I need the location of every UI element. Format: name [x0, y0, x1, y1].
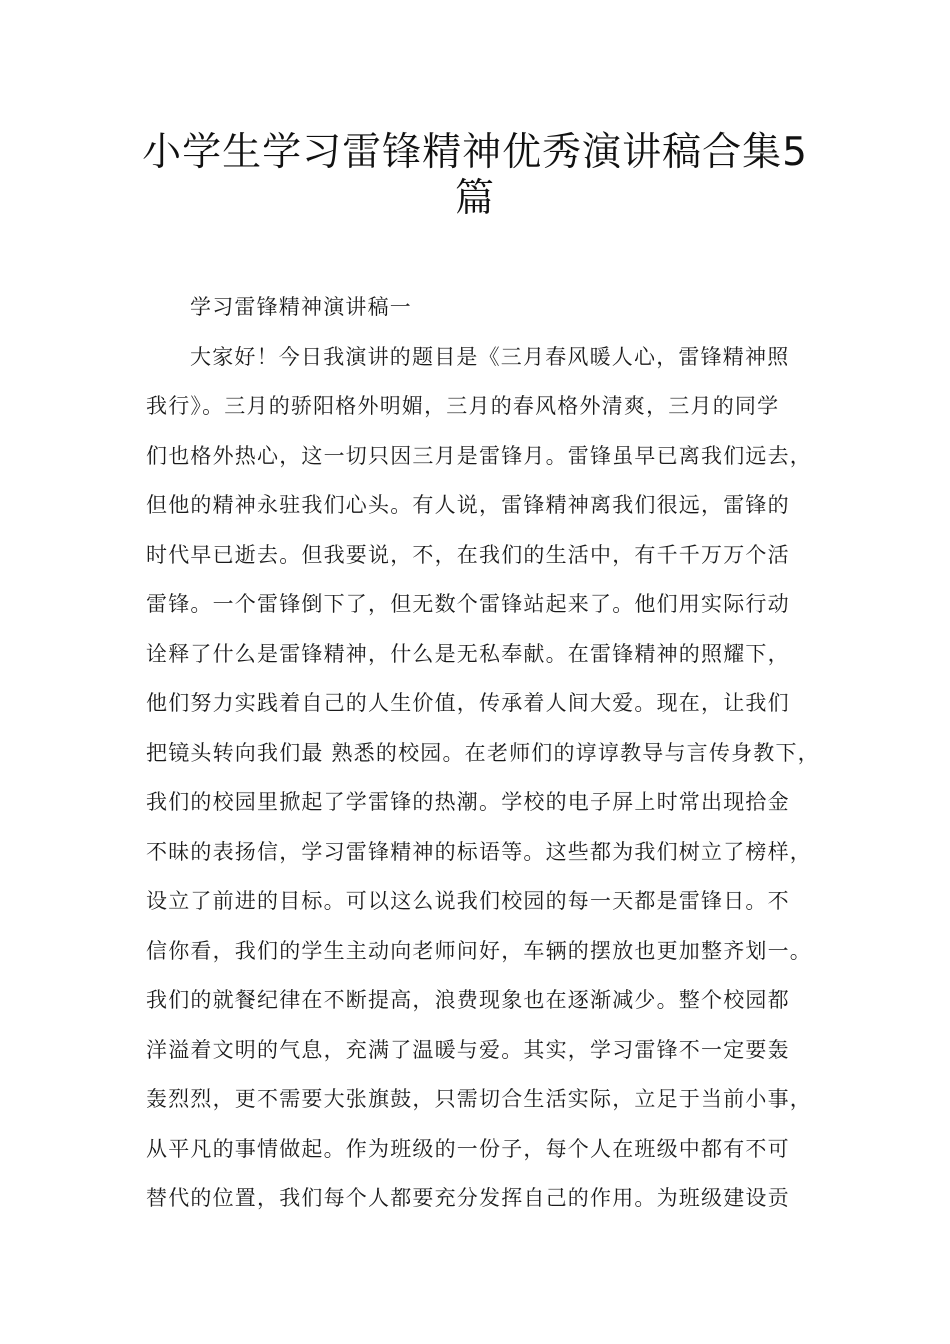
paragraph-line: 大家好！今日我演讲的题目是《三月春风暖人心，雷锋精神照 [190, 344, 790, 369]
document-title [140, 130, 810, 222]
paragraph-line: 他们努力实践着自己的人生价值，传承着人间大爱。现在，让我们 [146, 691, 790, 715]
paragraph-line: 从平凡的事情做起。作为班级的一份子，每个人在班级中都有不可 [146, 1136, 790, 1161]
paragraph-line: 我们的校园里掀起了学雷锋的热潮。学校的电子屏上时常出现拾金 [146, 790, 790, 814]
paragraph-line: 们也格外热心，这一切只因三月是雷锋月。雷锋虽早已离我们远去， [146, 443, 812, 468]
document-body [146, 283, 826, 1224]
paragraph-line: 我们的就餐纪律在不断提高，浪费现象也在逐渐减少。整个校园都 [146, 988, 790, 1012]
paragraph-line: 诠释了什么是雷锋精神，什么是无私奉献。在雷锋精神的照耀下， [146, 641, 790, 666]
title-line-2: 篇 [454, 176, 495, 221]
paragraph-line: 把镜头转向我们最 熟悉的校园。在老师们的谆谆教导与言传身教下， [146, 740, 820, 765]
paragraph-line: 雷锋。一个雷锋倒下了，但无数个雷锋站起来了。他们用实际行动 [146, 592, 790, 616]
paragraph-line: 洋溢着文明的气息，充满了温暖与爱。其实，学习雷锋不一定要轰 [146, 1037, 790, 1062]
paragraph-line: 时代早已逝去。但我要说，不，在我们的生活中，有千千万万个活 [146, 542, 790, 567]
section-heading: 学习雷锋精神演讲稿一 [190, 295, 412, 319]
title-line-1: 小学生学习雷锋精神优秀演讲稿合集5 [142, 130, 808, 175]
paragraph-line: 但他的精神永驻我们心头。有人说，雷锋精神离我们很远，雷锋的 [146, 493, 790, 517]
paragraph-line: 我行》。三月的骄阳格外明媚，三月的春风格外清爽，三月的同学 [146, 394, 780, 418]
paragraph-line: 替代的位置，我们每个人都要充分发挥自己的作用。为班级建设贡 [146, 1186, 790, 1210]
paragraph-line: 轰烈烈，更不需要大张旗鼓，只需切合生活实际，立足于当前小事， [146, 1087, 812, 1111]
paragraph-line: 信你看，我们的学生主动向老师问好，车辆的摆放也更加整齐划一。 [146, 938, 812, 963]
paragraph-line: 设立了前进的目标。可以这么说我们校园的每一天都是雷锋日。不 [146, 889, 790, 913]
paragraph-line: 不昧的表扬信，学习雷锋精神的标语等。这些都为我们树立了榜样， [146, 839, 812, 864]
